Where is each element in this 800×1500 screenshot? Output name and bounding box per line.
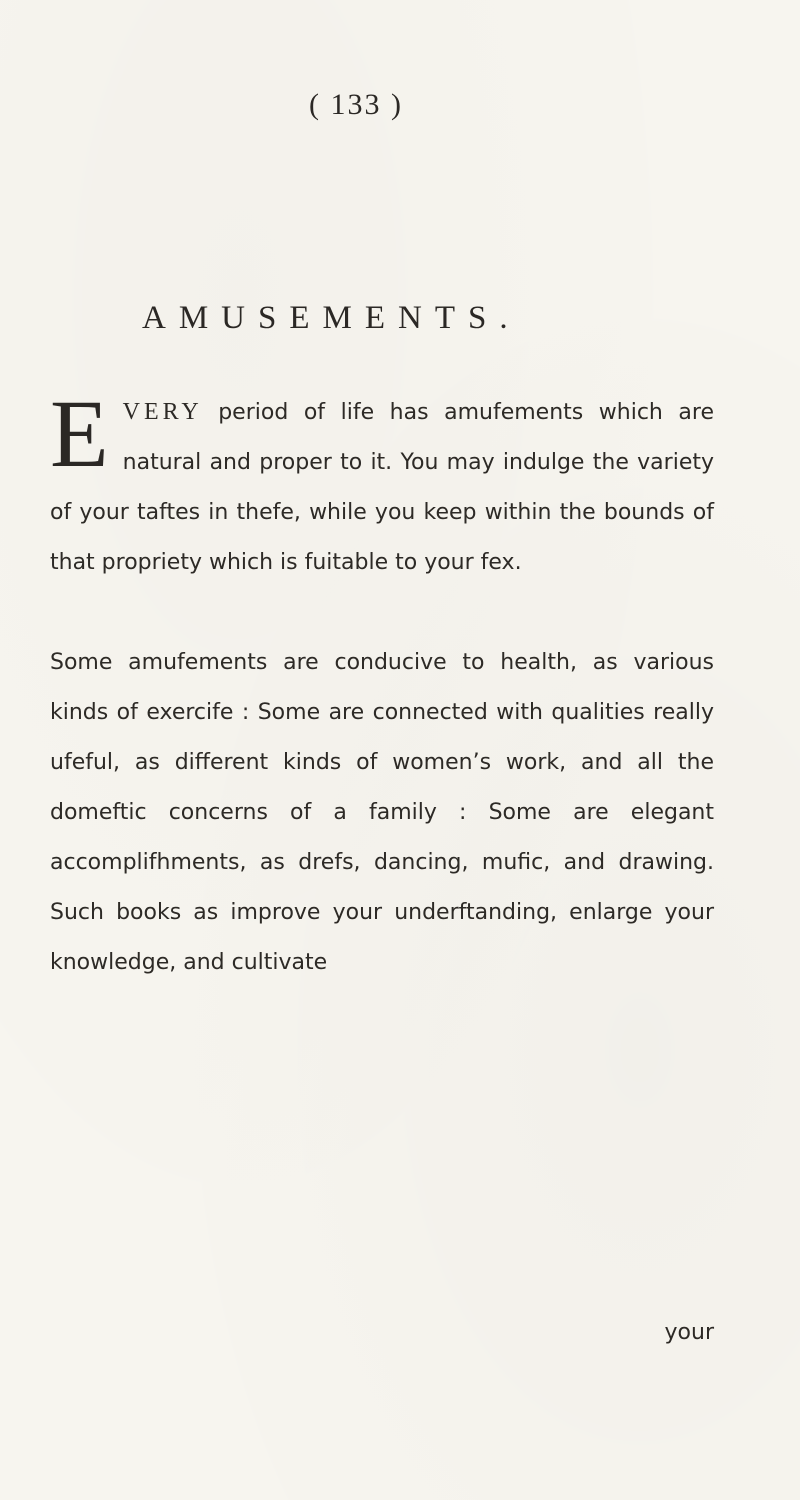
drop-cap: E [50, 380, 109, 487]
paragraph-1 [50, 380, 714, 588]
lead-caps: VERY [122, 399, 203, 425]
paragraph-2: Some amufements are conducive to health, as various kinds of exercife : Some are connected with qualities really ufeful, as different kinds of women’s work, and all the domeftic concerns of a family : Some are elegant accomplifhments, as drefs, dancing, mufic, and drawing. Such books as improve your underftanding, enlarge your knowledge, and cultivate [50, 650, 714, 975]
paragraph-1-text: period of life has amufements which are natural and proper to it. You may indulge the variety of your taftes in thefe, while you keep within the bounds of that propriety which is fuitable to your fex. [50, 400, 714, 575]
chapter-title: AMUSEMENTS. [142, 300, 521, 336]
page-number: ( 133 ) [309, 88, 403, 121]
catchword: your [664, 1320, 714, 1345]
body-text [50, 380, 714, 988]
